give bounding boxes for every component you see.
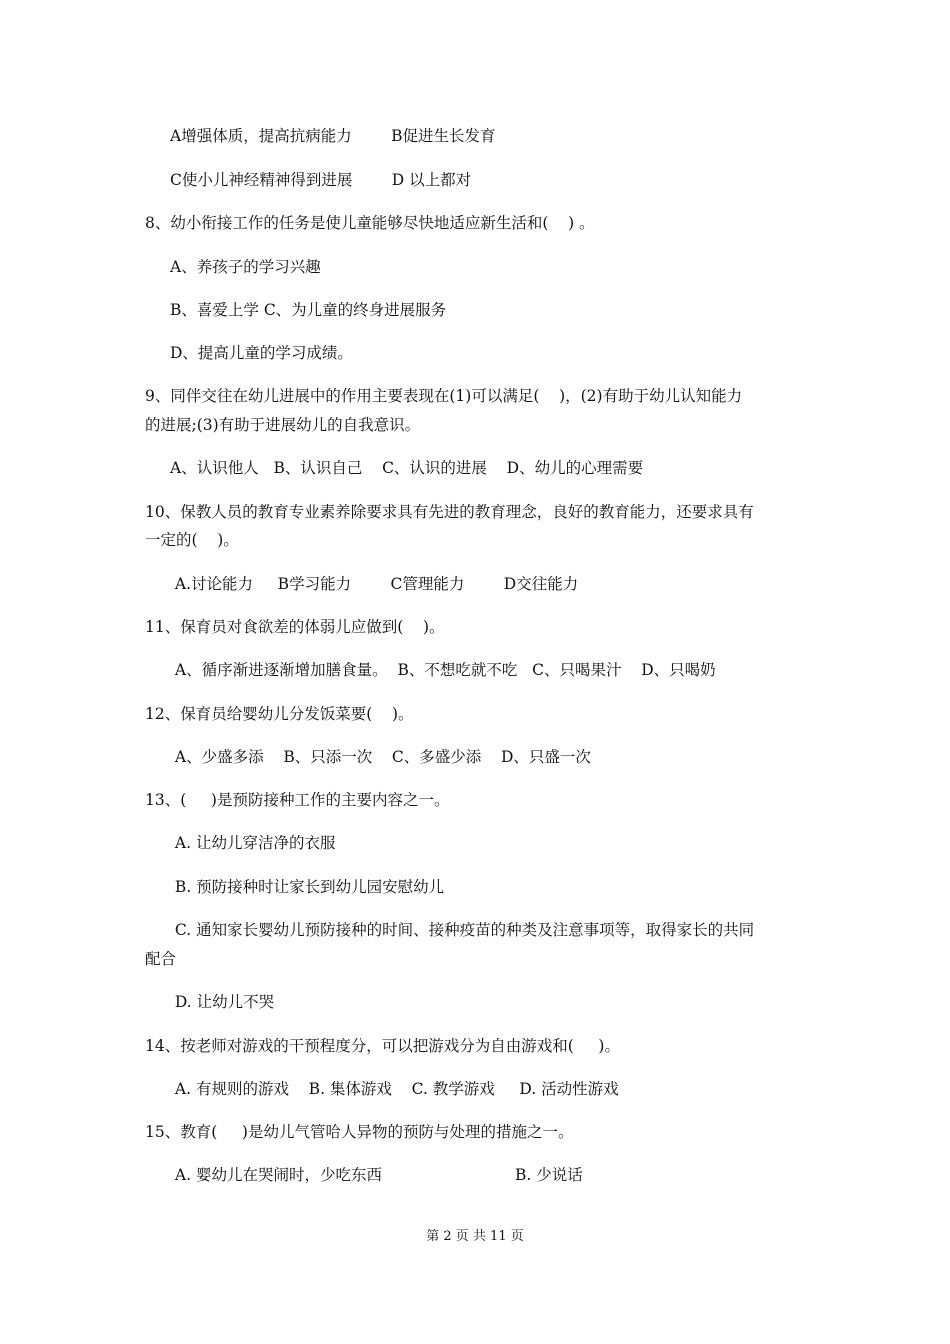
- question-8: 8、幼小衔接工作的任务是使儿童能够尽快地适应新生活和( ) 。: [145, 214, 595, 232]
- question-13: 13、( )是预防接种工作的主要内容之一。: [145, 791, 450, 809]
- q9-options: A、认识他人 B、认识自己 C、认识的进展 D、幼儿的心理需要: [170, 459, 644, 477]
- q14-options: A. 有规则的游戏 B. 集体游戏 C. 教学游戏 D. 活动性游戏: [170, 1080, 619, 1098]
- q7-options-ab: A增强体质，提高抗病能力 B促进生长发育: [170, 127, 496, 145]
- q13-option-c-line1: C. 通知家长婴幼儿预防接种的时间、接种疫苗的种类及注意事项等，取得家长的共同: [170, 921, 755, 939]
- question-11: 11、保育员对食欲差的体弱儿应做到( )。: [145, 618, 445, 636]
- q8-option-a: A、养孩子的学习兴趣: [170, 258, 321, 276]
- question-9-line1: 9、同伴交往在幼儿进展中的作用主要表现在(1)可以满足( )，(2)有助于幼儿认知能力: [145, 387, 743, 405]
- question-12: 12、保育员给婴幼儿分发饭菜要( )。: [145, 705, 414, 723]
- question-9-line2: 的进展;(3)有助于进展幼儿的自我意识。: [145, 416, 421, 434]
- page-footer: 第 2 页 共 11 页: [426, 1229, 524, 1244]
- question-15: 15、教育( )是幼儿气管哈人异物的预防与处理的措施之一。: [145, 1123, 574, 1141]
- q15-options: A. 婴幼儿在哭闹时，少吃东西 B. 少说话: [170, 1166, 583, 1184]
- question-10-line1: 10、保教人员的教育专业素养除要求具有先进的教育理念，良好的教育能力，还要求具有: [145, 503, 754, 521]
- q8-option-bc: B、喜爱上学 C、为儿童的终身进展服务: [170, 301, 447, 319]
- q13-option-b: B. 预防接种时让家长到幼儿园安慰幼儿: [170, 878, 445, 896]
- q13-option-a: A. 让幼儿穿洁净的衣服: [170, 834, 336, 852]
- q10-options: A.讨论能力 B学习能力 C管理能力 D交往能力: [170, 575, 579, 593]
- question-10-line2: 一定的( )。: [145, 531, 239, 549]
- q8-option-d: D、提高儿童的学习成绩。: [170, 344, 353, 362]
- q13-option-c-line2: 配合: [145, 950, 177, 968]
- question-14: 14、按老师对游戏的干预程度分，可以把游戏分为自由游戏和( )。: [145, 1037, 620, 1055]
- q13-option-d: D. 让幼儿不哭: [170, 993, 275, 1011]
- q12-options: A、少盛多添 B、只添一次 C、多盛少添 D、只盛一次: [170, 748, 591, 766]
- q11-options: A、循序渐进逐渐增加膳食量。 B、不想吃就不吃 C、只喝果汁 D、只喝奶: [170, 661, 716, 679]
- q7-options-cd: C使小儿神经精神得到进展 D 以上都对: [170, 171, 472, 189]
